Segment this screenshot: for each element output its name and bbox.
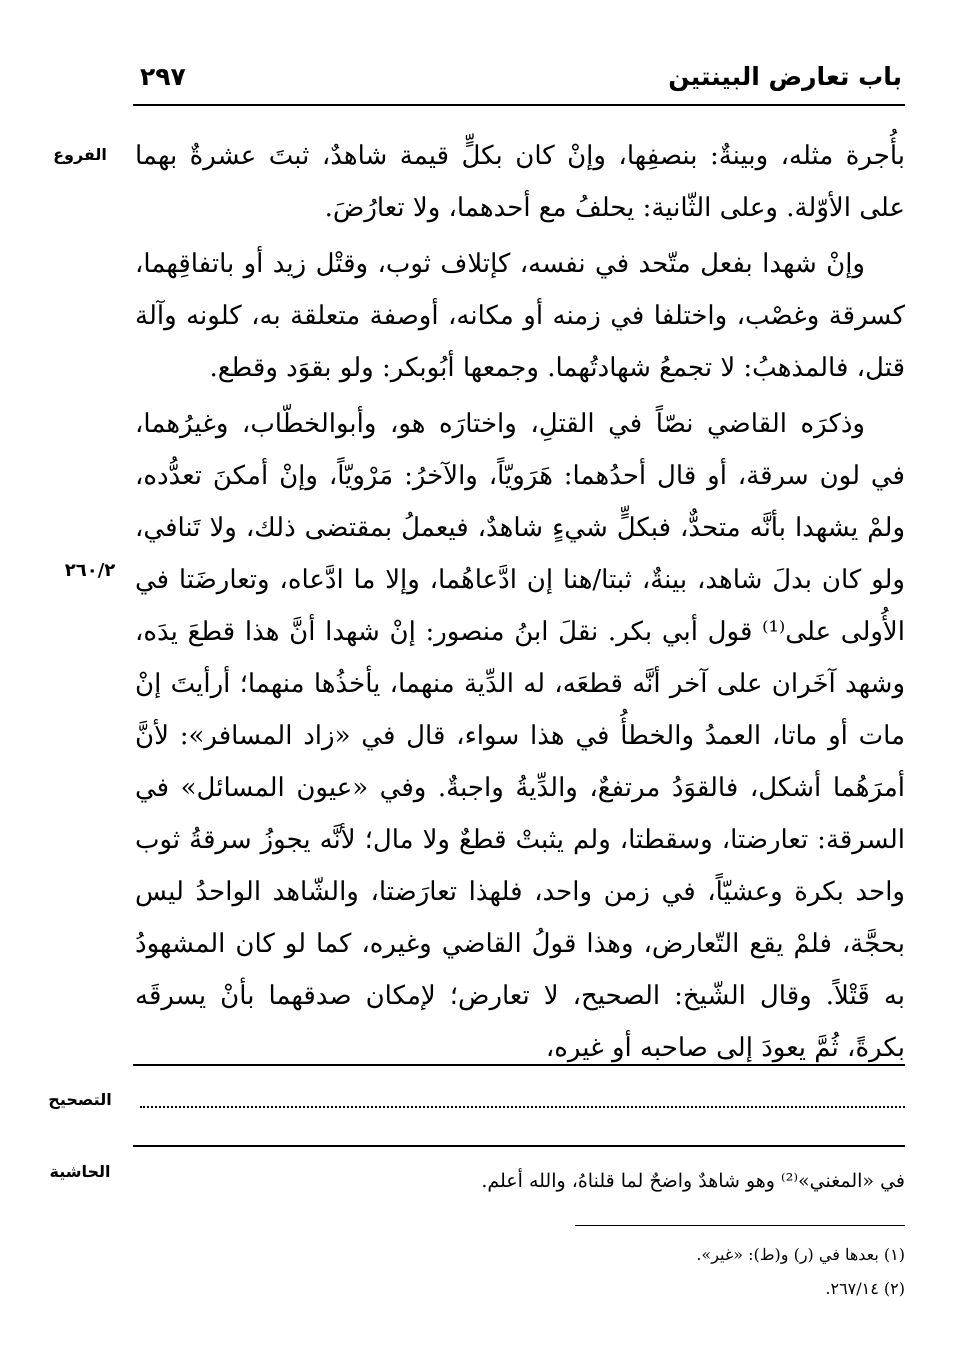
side-label-furoo3: الفروع <box>53 145 107 164</box>
hashiya-text: في «المغني»⁽²⁾ وهو شاهدٌ واضحٌ لما قلناهُ، والله أعلم. <box>481 1170 905 1192</box>
footnote-2: (٢) ٢٦٧/١٤. <box>825 1279 905 1298</box>
header-rule <box>133 104 905 106</box>
tashih-dotted-line <box>140 1106 905 1108</box>
side-label-tashih: التصحيح <box>48 1090 112 1109</box>
paragraph-2: وإنْ شهدا بفعل متّحد في نفسه، كإتلاف ثوب، وقتْل زيد أو باتفاقِهما، كسرقة وغصْب، واختلفا في زمنه أو مكانه، أوصفة متعلقة به، كلونه وآلة قتل، فالمذهبُ: لا تجمعُ شهادتُهما. وجمعها أبُوبكر: ولو بقوَد وقطع. <box>135 249 905 383</box>
paragraph-1: بأُجرة مثله، وبينةٌ: بنصفِها، وإنْ كان بكلٍّ قيمة شاهدٌ، ثبتَ عشرةٌ بهما على الأوّلة. وعلى الثّانية: يحلفُ مع أحدهما، ولا تعارُضَ. <box>135 141 905 223</box>
section-divider-rule <box>133 1064 905 1066</box>
running-header-title: باب تعارض البينتين <box>668 62 902 91</box>
hashiya-divider-rule <box>133 1145 905 1147</box>
page-number: ٢٩٧ <box>140 62 186 91</box>
footnotes <box>696 1238 905 1306</box>
footnote-1: (١) بعدها في (ر) و(ط): «غير». <box>696 1245 905 1264</box>
main-body-text <box>135 130 905 1074</box>
paragraph-3: وذكرَه القاضي نصّاً في القتلِ، واختارَه هو، وأبوالخطّاب، وغيرُهما، في لون سرقة، أو قال أحدُهما: هَرَويّاً، والآخرُ: مَرْويّاً، وإنْ أمكنَ تعدُّده، ولمْ يشهدا بأنَّه متحدٌّ، فبكلٍّ شيءٍ شاهدٌ، فيعملُ بمقتضى ذلك، ولا تَنافي، ولو كان بدلَ شاهد، بينةٌ، ثبتا/هنا إن ادَّعاهُما، وإلا ما ادَّعاه، وتعارضَتا في الأُولى على⁽¹⁾ قول أبي بكر. نقلَ ابنُ منصور: إنْ شهدا أنَّ هذا قطعَ يدَه، وشهد آخَران على آخر أنَّه قطعَه، له الدِّية منهما، يأخذُها منهما؛ أرأيتَ إنْ مات أو ماتا، العمدُ والخطأُ في هذا سواء، قال في «زاد المسافر»: لأنَّ أمرَهُما أشكل، فالقوَدُ مرتفعٌ، والدِّيةُ واجبةٌ. وفي «عيون المسائل» في السرقة: تعارضتا، وسقطتا، ولم يثبتْ قطعٌ ولا مال؛ لأنَّه يجوزُ سرقةُ ثوب واحد بكرة وعشيّاً، في زمن واحد، فلهذا تعارَضتا، والشّاهد الواحدُ ليس بحجَّة، فلمْ يقع التّعارض، وهذا قولُ القاضي وغيره، كما لو كان المشهودُ به قَتْلاً. وقال الشّيخ: الصحيح، لا تعارض؛ لإمكان صدقهما بأنْ يسرقَه بكرةً، ثُمَّ يعودَ إلى صاحبه أو غيره، <box>135 409 905 1063</box>
side-label-hashiya: الحاشية <box>49 1162 111 1181</box>
footnote-rule <box>575 1225 905 1226</box>
side-volume-page-reference: ٢٦٠/٢ <box>64 560 116 581</box>
